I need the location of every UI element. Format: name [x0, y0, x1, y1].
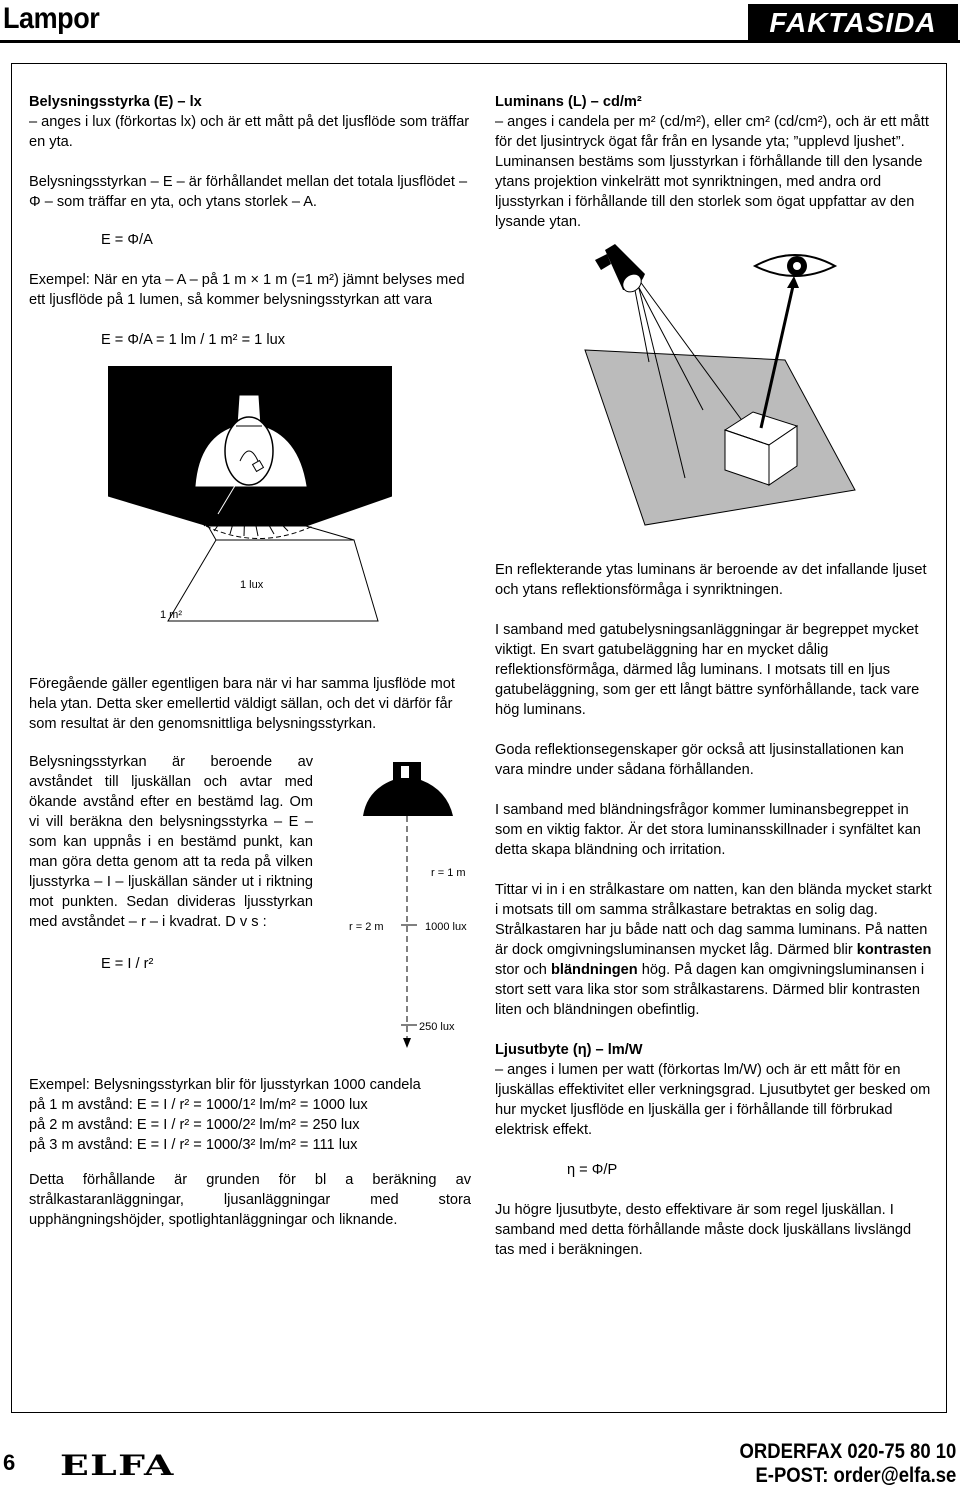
lux-label: 1 lux: [240, 579, 264, 591]
elfa-logo: ELFA: [60, 1449, 175, 1482]
example-line: Exempel: Belysningsstyrkan blir för ljusstyrkan 1000 candela: [29, 1077, 421, 1093]
spotlight-text: Tittar vi in i en strålkastare om natten, kan den blända mycket starkt i motsats till om samma strålkastare betraktas en solig dag. Strålkastaren har ju både natt och dag samma luminans. På natten är dock omgivningsluminansen mycket låg. Därmed blir kontrasten stor och bländningen hög. På dagen kan omgivningsluminansen i stort sett vara lika stor som strålkastarens. Därmed blir kontrasten liten och bländningen obefintlig.: [495, 882, 932, 1018]
reflection-text: En reflekterande ytas luminans är beroende av det infallande ljuset och ytans reflektionsförmåga i synriktningen.: [495, 562, 927, 598]
glare-text: I samband med bländningsfrågor kommer luminansbegreppet in som en viktig faktor. Är det stora luminansskillnader i synfältet kan detta skapa bländning och irritation.: [495, 802, 921, 858]
formula-inverse-square: E = I / r²: [101, 956, 154, 972]
luminans-heading: Luminans (L) – cd/m²: [495, 94, 642, 110]
reflection-goodness: Goda reflektionsegenskaper gör också att ljusinstallationen kan vara mindre under sådana förhållanden.: [495, 742, 904, 778]
example-line: på 3 m avstånd: E = I / r² = 1000/3² lm/m² = 111 lux: [29, 1137, 358, 1153]
distance-text: Belysningsstyrkan är beroende av avståndet till ljuskällan och avtar med ökande avstånd efter en bestämd lag. Om vi vill beräkna den belysningsstyrka – E – som kan uppnås i en bestämd punkt, kan man göra detta genom att ta reda på vilken ljusstyrka – I – ljuskällan sänder ut i riktning mot punkten. Sedan divideras ljusstyrkan med avståndet – r – i kvadrat. D v s :: [29, 754, 313, 930]
efficiency-note: Ju högre ljusutbyte, desto effektivare är som regel ljuskällan. I samband med detta förhållande måste dock ljuskällans livslängd tas med i beräkningen.: [495, 1202, 912, 1258]
lux-diagram: [108, 366, 392, 646]
example-line: på 1 m avstånd: E = I / r² = 1000/1² lm/m² = 1000 lux: [29, 1097, 368, 1113]
lux1000-label: 1000 lux: [425, 921, 467, 933]
lumen-label: 1 lumen: [236, 491, 276, 503]
luminans-def: – anges i candela per m² (cd/m²), eller cm² (cd/cm²), och är ett mått för det ljusintryck ögat får från en lysande yta; ”upplevd ljushet”. Luminansen bestäms som ljusstyrkan i förhållande till den lysande ytans projektion vinkelrätt mot synriktningen, med andra ord ljusstyrkan i förhållande till den storlek som ögat uppfattar av den lysande ytan.: [495, 114, 929, 230]
faktasida-badge: FAKTASIDA: [748, 4, 958, 40]
distance-diagram: [335, 742, 475, 1052]
ljusutbyte-def: – anges i lumen per watt (förkortas lm/W) och är ett mått för en ljuskällas effektivitet eller verkningsgrad. Ljusutbytet ger besked om hur mycket ljusflöde en ljuskälla ger i förhållande till förbrukad elektrisk effekt.: [495, 1062, 931, 1138]
reflection-section: [495, 560, 933, 1260]
basis-section: [29, 1170, 471, 1230]
contact-block: [739, 1440, 956, 1488]
r2-label: r = 2 m: [349, 921, 384, 933]
street-text: I samband med gatubelysningsanläggningar är begreppet mycket viktigt. En svart gatubeläggning har en mycket dålig reflektionsförmåga, därmed låg luminans. I motsats till en ljus gatubeläggning, som ger ett långt bättre synförhållande, tack vare hög luminans.: [495, 622, 920, 718]
belysning-section: [29, 92, 474, 350]
page-title: Lampor: [3, 2, 100, 35]
belysning-heading: Belysningsstyrka (E) – lx: [29, 94, 202, 110]
basis-text: Detta förhållande är grunden för bl a beräkning av strålkastaranläggningar, ljusanläggningar med stora upphängningshöjder, spotlightanläggningar och liknande.: [29, 1172, 471, 1228]
average-section: [29, 674, 474, 734]
area-label: 1 m²: [160, 609, 182, 621]
luminance-diagram: [575, 240, 875, 560]
page-number: 6: [3, 1450, 16, 1475]
orderfax: ORDERFAX 020-75 80 10: [739, 1440, 956, 1463]
header-rule: [0, 40, 960, 43]
formula-e-phi-a: E = Φ/A: [101, 232, 153, 248]
lux250-label: 250 lux: [419, 1021, 455, 1033]
formula-example: E = Φ/A = 1 lm / 1 m² = 1 lux: [101, 332, 286, 348]
average-text: Föregående gäller egentligen bara när vi har samma ljusflöde mot hela ytan. Detta sker emellertid väldigt sällan, och det vi därför får som resultat är den genomsnittliga belysningsstyrkan.: [29, 676, 455, 732]
r1-label: r = 1 m: [431, 867, 466, 879]
distance-section: [29, 752, 313, 974]
formula-efficiency: η = Φ/P: [567, 1162, 618, 1178]
example-line: på 2 m avstånd: E = I / r² = 1000/2² lm/m² = 250 lux: [29, 1117, 360, 1133]
example-list: [29, 1075, 474, 1155]
belysning-def: – anges i lux (förkortas lx) och är ett mått på det ljusflöde som träffar en yta.: [29, 114, 470, 150]
luminans-section: [495, 92, 933, 232]
example-text: Exempel: När en yta – A – på 1 m × 1 m (=1 m²) jämnt belyses med ett ljusflöde på 1 lumen, så kommer belysningsstyrkan att vara: [29, 272, 465, 308]
ljusutbyte-heading: Ljusutbyte (η) – lm/W: [495, 1042, 643, 1058]
belysning-ratio: Belysningsstyrkan – E – är förhållandet mellan det totala ljusflödet – Φ – som träffar en yta, och ytans storlek – A.: [29, 174, 468, 210]
email: E-POST: order@elfa.se: [755, 1464, 956, 1487]
